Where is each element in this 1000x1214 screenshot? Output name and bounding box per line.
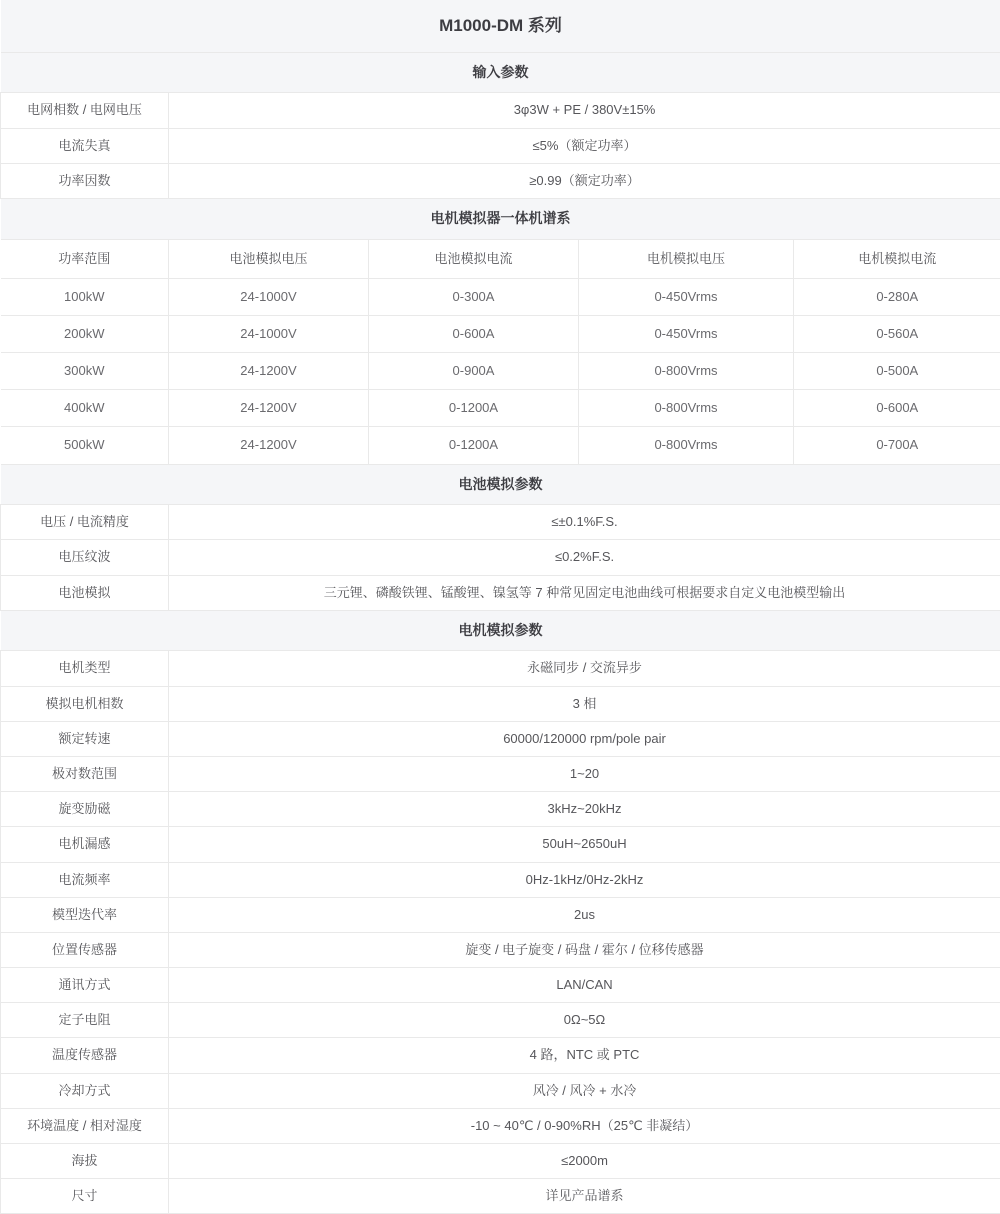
row-value: -10 ~ 40℃ / 0-90%RH（25℃ 非凝结） — [169, 1108, 1000, 1143]
row-value: ≤±0.1%F.S. — [169, 505, 1000, 540]
column-header: 电池模拟电压 — [169, 239, 369, 278]
cell-batt-voltage: 24-1000V — [169, 315, 369, 352]
table-row — [1, 540, 1000, 575]
row-value: ≥0.99（额定功率） — [169, 163, 1000, 198]
column-header: 电池模拟电流 — [369, 239, 579, 278]
row-value: LAN/CAN — [169, 968, 1000, 1003]
row-label: 电压 / 电流精度 — [1, 505, 169, 540]
table-row — [1, 792, 1000, 827]
row-label: 环境温度 / 相对湿度 — [1, 1108, 169, 1143]
row-value: 2us — [169, 897, 1000, 932]
table-row — [1, 897, 1000, 932]
row-value: 4 路，NTC 或 PTC — [169, 1038, 1000, 1073]
cell-motor-current: 0-500A — [794, 353, 1000, 390]
column-header: 电机模拟电流 — [794, 239, 1000, 278]
row-value: 60000/120000 rpm/pole pair — [169, 721, 1000, 756]
cell-motor-current: 0-280A — [794, 278, 1000, 315]
row-value: 3φ3W + PE / 380V±15% — [169, 93, 1000, 128]
row-label: 冷却方式 — [1, 1073, 169, 1108]
cell-motor-voltage: 0-800Vrms — [579, 390, 794, 427]
cell-batt-current: 0-600A — [369, 315, 579, 352]
table-row — [1, 575, 1000, 610]
row-label: 电网相数 / 电网电压 — [1, 93, 169, 128]
column-header: 功率范围 — [1, 239, 169, 278]
row-label: 位置传感器 — [1, 932, 169, 967]
row-value: ≤0.2%F.S. — [169, 540, 1000, 575]
table-row — [1, 427, 1000, 464]
table-body — [1, 0, 1000, 1214]
cell-batt-voltage: 24-1200V — [169, 390, 369, 427]
table-row — [1, 353, 1000, 390]
row-label: 电压纹波 — [1, 540, 169, 575]
table-row — [1, 1073, 1000, 1108]
cell-power: 200kW — [1, 315, 169, 352]
row-value: 旋变 / 电子旋变 / 码盘 / 霍尔 / 位移传感器 — [169, 932, 1000, 967]
table-row — [1, 1003, 1000, 1038]
table-row — [1, 315, 1000, 352]
table-row — [1, 756, 1000, 791]
row-label: 功率因数 — [1, 163, 169, 198]
row-label: 电流失真 — [1, 128, 169, 163]
row-value: 三元锂、磷酸铁锂、锰酸锂、镍氢等 7 种常见固定电池曲线可根据要求自定义电池模型输出 — [169, 575, 1000, 610]
cell-batt-voltage: 24-1200V — [169, 427, 369, 464]
section-header-spectrum — [1, 198, 1000, 239]
row-label: 温度传感器 — [1, 1038, 169, 1073]
table-row — [1, 93, 1000, 128]
section-header-battery — [1, 464, 1000, 505]
section-header-motor — [1, 610, 1000, 651]
row-value: 3kHz~20kHz — [169, 792, 1000, 827]
table-row — [1, 827, 1000, 862]
cell-power: 100kW — [1, 278, 169, 315]
row-value: 0Ω~5Ω — [169, 1003, 1000, 1038]
cell-motor-current: 0-560A — [794, 315, 1000, 352]
cell-motor-voltage: 0-450Vrms — [579, 278, 794, 315]
cell-motor-voltage: 0-800Vrms — [579, 427, 794, 464]
table-row — [1, 128, 1000, 163]
section-title: 电机模拟器一体机谱系 — [1, 198, 1000, 239]
row-label: 电机漏感 — [1, 827, 169, 862]
cell-batt-current: 0-1200A — [369, 390, 579, 427]
table-row — [1, 1144, 1000, 1179]
cell-power: 300kW — [1, 353, 169, 390]
cell-batt-current: 0-900A — [369, 353, 579, 390]
section-header-input — [1, 52, 1000, 93]
page-title: M1000-DM 系列 — [1, 0, 1000, 52]
row-value: 详见产品谱系 — [169, 1179, 1000, 1214]
row-label: 海拔 — [1, 1144, 169, 1179]
table-row — [1, 862, 1000, 897]
column-header: 电机模拟电压 — [579, 239, 794, 278]
table-row — [1, 278, 1000, 315]
cell-motor-voltage: 0-800Vrms — [579, 353, 794, 390]
cell-motor-current: 0-700A — [794, 427, 1000, 464]
section-title: 电池模拟参数 — [1, 464, 1000, 505]
row-label: 定子电阻 — [1, 1003, 169, 1038]
table-row — [1, 686, 1000, 721]
row-label: 通讯方式 — [1, 968, 169, 1003]
section-title: 电机模拟参数 — [1, 610, 1000, 651]
section-title: 输入参数 — [1, 52, 1000, 93]
table-row — [1, 651, 1000, 686]
table-row — [1, 505, 1000, 540]
row-value: ≤5%（额定功率） — [169, 128, 1000, 163]
row-value: 永磁同步 / 交流异步 — [169, 651, 1000, 686]
cell-batt-voltage: 24-1000V — [169, 278, 369, 315]
cell-motor-current: 0-600A — [794, 390, 1000, 427]
row-label: 旋变励磁 — [1, 792, 169, 827]
row-label: 模拟电机相数 — [1, 686, 169, 721]
row-label: 电流频率 — [1, 862, 169, 897]
table-row — [1, 721, 1000, 756]
row-value: 3 相 — [169, 686, 1000, 721]
table-row — [1, 932, 1000, 967]
row-value: ≤2000m — [169, 1144, 1000, 1179]
table-row — [1, 1038, 1000, 1073]
row-label: 电池模拟 — [1, 575, 169, 610]
row-value: 50uH~2650uH — [169, 827, 1000, 862]
cell-power: 400kW — [1, 390, 169, 427]
cell-motor-voltage: 0-450Vrms — [579, 315, 794, 352]
cell-batt-voltage: 24-1200V — [169, 353, 369, 390]
row-label: 模型迭代率 — [1, 897, 169, 932]
cell-power: 500kW — [1, 427, 169, 464]
row-value: 0Hz-1kHz/0Hz-2kHz — [169, 862, 1000, 897]
table-row — [1, 390, 1000, 427]
cell-batt-current: 0-300A — [369, 278, 579, 315]
table-row — [1, 1179, 1000, 1214]
row-label: 额定转速 — [1, 721, 169, 756]
row-label: 极对数范围 — [1, 756, 169, 791]
row-label: 电机类型 — [1, 651, 169, 686]
row-value: 1~20 — [169, 756, 1000, 791]
row-value: 风冷 / 风冷 + 水冷 — [169, 1073, 1000, 1108]
table-row — [1, 163, 1000, 198]
cell-batt-current: 0-1200A — [369, 427, 579, 464]
table-header-row — [1, 239, 1000, 278]
row-label: 尺寸 — [1, 1179, 169, 1214]
table-row — [1, 968, 1000, 1003]
table-row — [1, 1108, 1000, 1143]
product-title-row — [1, 0, 1000, 52]
